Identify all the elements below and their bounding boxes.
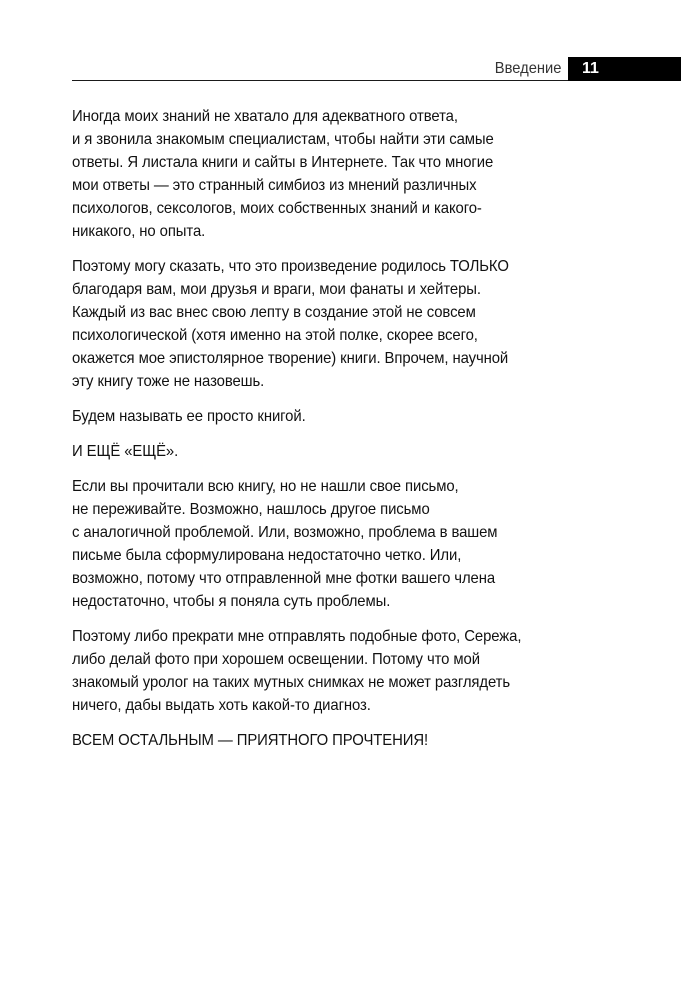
page-number-box: [568, 57, 681, 81]
running-header: [0, 57, 681, 81]
paragraph: Поэтому могу сказать, что это произведение родилось ТОЛЬКО благодаря вам, мои друзья и враги, мои фанаты и хейтеры. Каждый из вас внес свою лепту в создание этой не совсем психологической (хотя именно на этой полке, скорее всего, окажется мое эпистолярное творение) книги. Впрочем, научной эту книгу тоже не назовешь.: [72, 258, 509, 390]
paragraph: ВСЕМ ОСТАЛЬНЫМ — ПРИЯТНОГО ПРОЧТЕНИЯ!: [72, 732, 429, 749]
paragraph: Поэтому либо прекрати мне отправлять подобные фото, Сережа, либо делай фото при хорошем освещении. Потому что мой знакомый уролог на таких мутных снимках не может разглядеть ничего, дабы выдать хоть какой-то диагноз.: [72, 628, 522, 714]
paragraph: Будем называть ее просто книгой.: [72, 408, 306, 425]
page-number: 11: [582, 60, 599, 77]
paragraph: И ЕЩЁ «ЕЩЁ».: [72, 443, 179, 460]
section-title: Введение: [494, 60, 561, 77]
paragraph: Иногда моих знаний не хватало для адекватного ответа, и я звонила знакомым специалистам, чтобы найти эти самые ответы. Я листала книги и сайты в Интернете. Так что многие мои ответы — это странный симбиоз из мнений различных психологов, сексологов, моих собственных знаний и какого- никакого, но опыта.: [72, 108, 494, 240]
paragraph: Если вы прочитали всю книгу, но не нашли свое письмо, не переживайте. Возможно, нашлось другое письмо с аналогичной проблемой. Или, возможно, проблема в вашем письме была сформулирована недостаточно четко. Или, возможно, потому что отправленной мне фотки вашего члена недостаточно, чтобы я поняла суть проблемы.: [72, 478, 498, 610]
page-body: [72, 105, 592, 764]
